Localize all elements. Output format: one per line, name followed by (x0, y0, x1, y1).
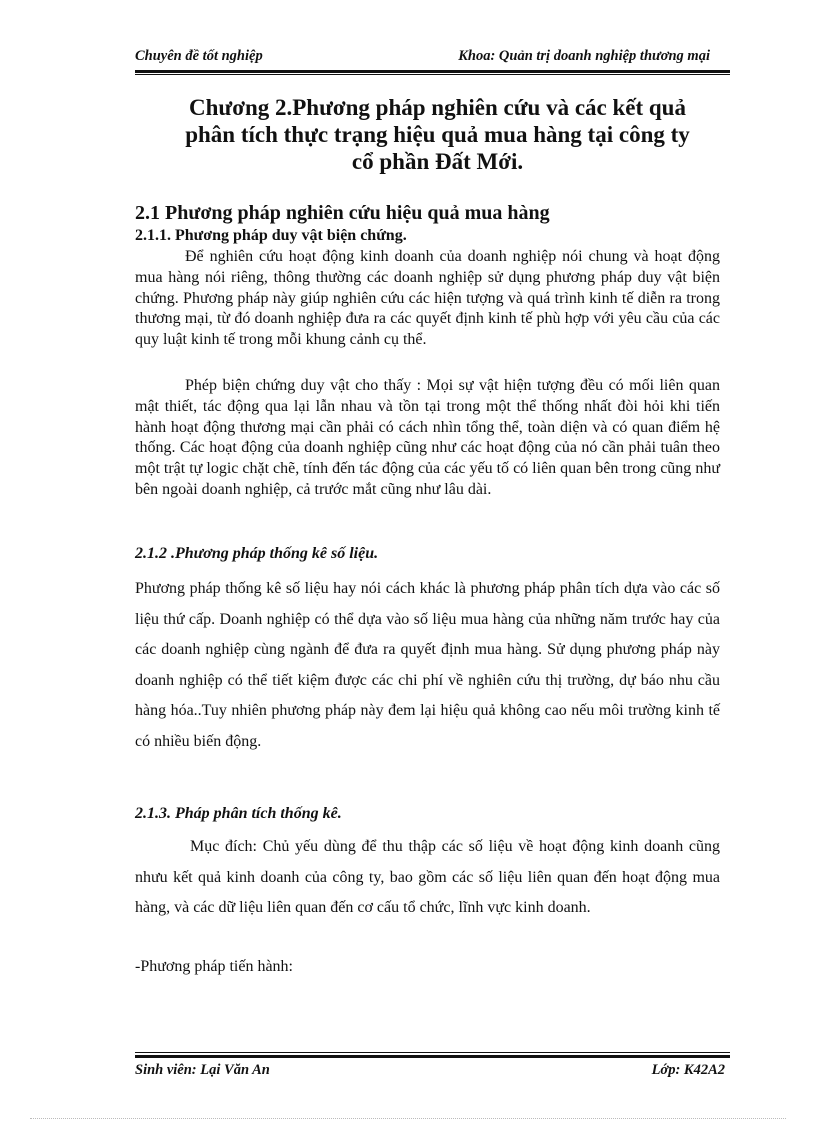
header-rule-thick (135, 70, 730, 73)
header-left-text: Chuyên đề tốt nghiệp (135, 48, 263, 64)
paragraph-2-1-1-first (135, 247, 720, 351)
paragraph-2-1-3: Mục đích: Chủ yếu dùng để thu thập các số liệu về hoạt động kinh doanh cũng nhưu kết quả kinh doanh của công ty, bao gồm các số liệu liên quan đến hoạt động mua hàng, và các dữ liệu liên quan đến cơ cấu tổ chức, lĩnh vực kinh doanh. (135, 838, 720, 917)
chapter-title-line-3: cổ phần Đất Mới. (351, 149, 524, 174)
procedure-line: -Phương pháp tiến hành: (135, 958, 293, 975)
section-heading-2-1: 2.1 Phương pháp nghiên cứu hiệu quả mua hàng (135, 202, 550, 224)
subsection-heading-2-1-1: 2.1.1. Phương pháp duy vật biện chứng. (135, 227, 407, 244)
page-bottom-dotted-line (30, 1118, 786, 1119)
paragraph-2-1-1-second (135, 376, 720, 501)
footer-rule-thin (135, 1052, 730, 1053)
header-right-text: Khoa: Quản trị doanh nghiệp thương mại (458, 48, 710, 64)
chapter-title-line-1: Chương 2.Phương pháp nghiên cứu và các kết quả (189, 95, 686, 120)
header-rule-thin (135, 74, 730, 75)
paragraph-text: Phép biện chứng duy vật cho thấy : Mọi sự vật hiện tượng đều có mối liên quan mật thiết, tác động qua lại lẫn nhau và tồn tại trong một thể thống nhất đòi hỏi khi tiến hành hoạt động thương mại cần phải có cách nhìn tổng thể, toàn diện và có quan điểm hệ thống. Các hoạt động của doanh nghiệp cũng như các hoạt động của nó cần phải tuân theo một trật tự logic chặt chẽ, tính đến tác động của các yếu tố có liên quan bên trong cũng như bên ngoài doanh nghiệp, cả trước mắt cũng như lâu dài. (135, 377, 720, 498)
chapter-title (150, 94, 725, 175)
paragraph-text: Để nghiên cứu hoạt động kinh doanh của doanh nghiệp nói chung và hoạt động mua hàng nói riêng, thông thường các doanh nghiệp sử dụng phương pháp duy vật biện chứng. Phương pháp này giúp nghiên cứu các hiện tượng và quá trình kinh tế diễn ra trong thương mại, từ đó doanh nghiệp đưa ra các quyết định kinh tế phù hợp với yêu cầu của các quy luật kinh tế trong mỗi khung cảnh cụ thể. (135, 248, 720, 349)
footer-student: Sinh viên: Lại Văn An (135, 1062, 270, 1078)
footer-rule-thick (135, 1055, 730, 1058)
page-footer (135, 1062, 730, 1082)
subsection-heading-2-1-2: 2.1.2 .Phương pháp thống kê số liệu. (135, 545, 379, 562)
chapter-title-line-2: phân tích thực trạng hiệu quả mua hàng tại công ty (185, 122, 690, 147)
paragraph-2-1-2: Phương pháp thống kê số liệu hay nói cách khác là phương pháp phân tích dựa vào các số liệu thứ cấp. Doanh nghiệp có thể dựa vào số liệu mua hàng của những năm trước hay của các doanh nghiệp cùng ngành để đưa ra quyết định mua hàng. Sử dụng phương pháp này doanh nghiệp có thể tiết kiệm được các chi phí về nghiên cứu thị trường, dự báo nhu cầu hàng hóa..Tuy nhiên phương pháp này đem lại hiệu quả không cao nếu môi trường kinh tế có nhiều biến động. (135, 580, 720, 750)
subsection-heading-2-1-3: 2.1.3. Pháp phân tích thống kê. (135, 805, 342, 822)
page-header (135, 46, 730, 68)
footer-class: Lớp: K42A2 (651, 1062, 725, 1078)
